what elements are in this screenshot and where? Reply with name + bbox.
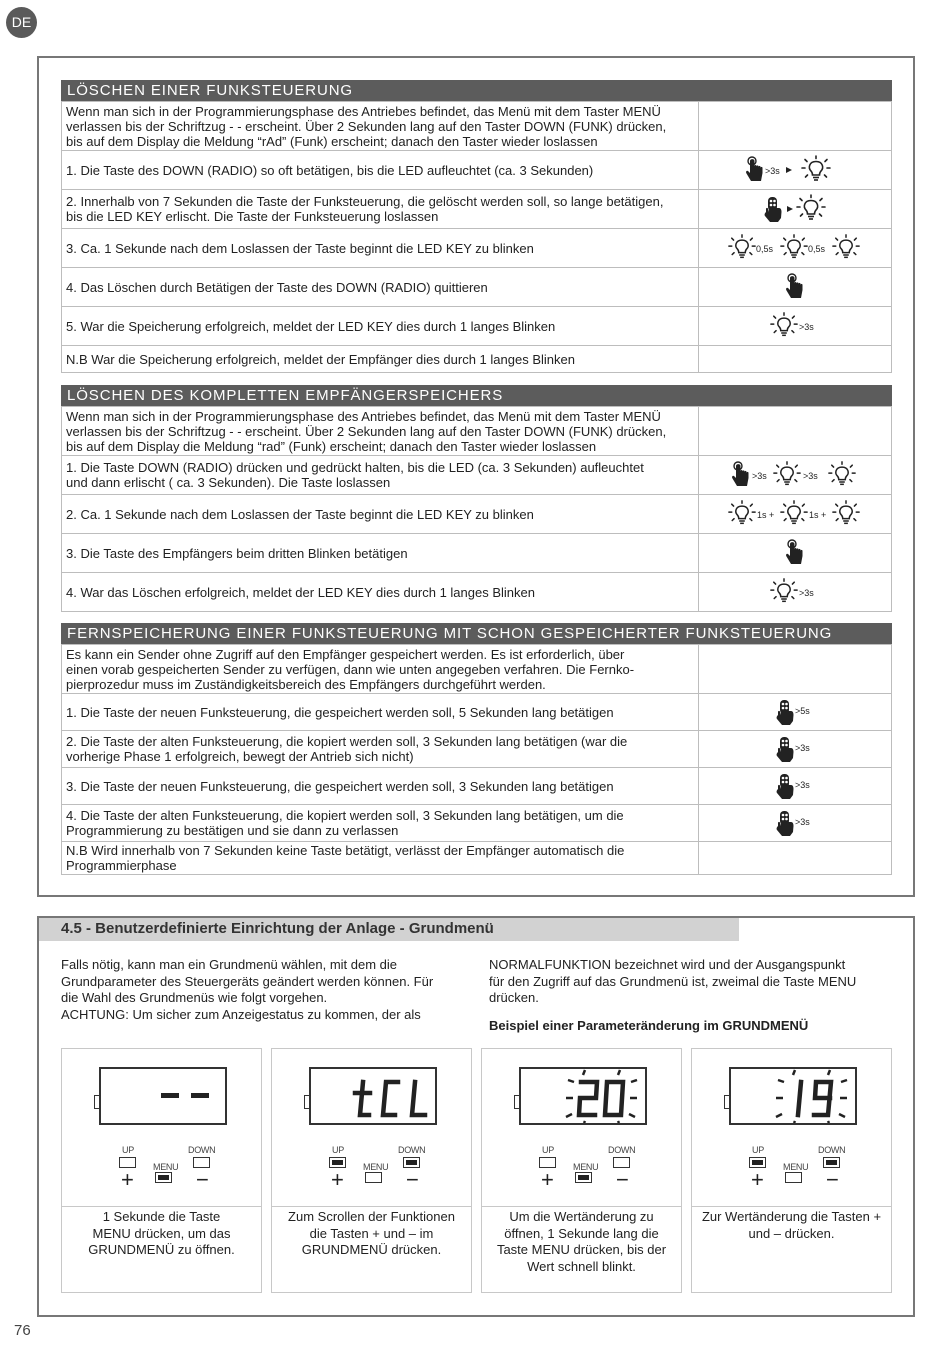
step-text: bis die LED KEY erlischt. Die Taste der Funksteuerung loslassen — [66, 209, 439, 224]
step-text: 4. Das Löschen durch Betätigen der Taste des DOWN (RADIO) quittieren — [66, 279, 488, 295]
intro-cell — [62, 645, 699, 694]
menu-button[interactable] — [575, 1172, 592, 1183]
step-text: 1. Die Taste DOWN (RADIO) drücken und gedrückt halten, bis die LED (ca. 3 Sekunden) aufleuchtet — [66, 460, 644, 475]
remote-then-led-icon — [763, 193, 827, 225]
steps-table — [61, 406, 892, 612]
table-row — [62, 268, 892, 307]
step-text: Programmierung zu bestätigen und sie dann zu verlassen — [66, 823, 399, 838]
steps-table — [61, 644, 892, 875]
step-caption: Zum Scrollen der Funktionen die Tasten + und – im GRUNDMENÜ drücken. — [288, 1209, 455, 1257]
step-caption: Zur Wertänderung die Tasten + und – drücken. — [701, 1209, 882, 1241]
intro-left — [61, 957, 465, 1023]
text-line: verlassen bis der Schriftzug - - erscheint. Über 2 Sekunden lang auf den Taster DOWN (FUNK) drücken, — [66, 423, 667, 439]
remote-press-icon — [775, 808, 815, 838]
step-panel-change-value: UP DOWN MENU + − Zur Wertänderung die Tasten + und – drücken. — [691, 1048, 892, 1293]
lcd-display — [729, 1067, 857, 1125]
icon-cell — [699, 151, 892, 190]
svg-text:>5s: >5s — [795, 706, 810, 716]
svg-text:>3s: >3s — [803, 471, 818, 481]
text-line: NORMALFUNKTION bezeichnet wird und der Ausgangspunkt — [489, 957, 846, 972]
display-20-blinking — [521, 1069, 645, 1123]
step-text: 2. Die Taste der alten Funksteuerung, die kopiert werden soll, 3 Sekunden lang betätigen (war die — [66, 734, 628, 749]
icon-cell — [699, 534, 892, 573]
svg-text:0,5s: 0,5s — [808, 244, 826, 254]
text-line: Grundparameter des Steuergeräts geändert werden können. Für — [61, 973, 434, 989]
table-row — [62, 307, 892, 346]
led-long-blink-icon — [770, 310, 820, 342]
icon-cell — [699, 694, 892, 731]
step-caption: Um die Wertänderung zu öffnen, 1 Sekunde lang die Taste MENU drücken, bis der Wert schnell blinkt. — [496, 1209, 667, 1274]
icon-cell — [699, 407, 892, 456]
icon-cell — [699, 805, 892, 842]
svg-text:>3s: >3s — [752, 471, 767, 481]
step-text: 1. Die Taste des DOWN (RADIO) so oft betätigen, bis die LED aufleuchtet (ca. 3 Sekunden) — [66, 162, 594, 178]
table-row — [62, 573, 892, 612]
text-line: Wenn man sich in der Programmierungsphase des Antriebes befindet, das Menü mit dem Taster MENÜ — [66, 103, 661, 119]
text-line: Falls nötig, kann man ein Grundmenü wählen, mit dem die — [61, 957, 398, 972]
step-text: N.B War die Speicherung erfolgreich, meldet der Empfänger dies durch 1 langes Blinken — [66, 351, 575, 367]
section-title: FERNSPEICHERUNG EINER FUNKSTEUERUNG MIT SCHON GESPEICHERTER FUNKSTEUERUNG — [61, 623, 892, 644]
section-delete-memory — [61, 385, 892, 612]
table-row — [62, 102, 892, 151]
page-number: 76 — [14, 1322, 31, 1339]
display-19-blinking — [731, 1069, 855, 1123]
menu-button[interactable] — [365, 1172, 382, 1183]
table-row — [62, 407, 892, 456]
icon-cell — [699, 731, 892, 768]
text-line: bis auf dem Display die Meldung “rAd” (Funk) erscheint; danach den Taster wieder loslassen — [66, 133, 598, 149]
step-text: 5. War die Speicherung erfolgreich, meldet der LED KEY dies durch 1 langes Blinken — [66, 318, 556, 334]
press-then-led-icon — [745, 154, 845, 186]
svg-text:1s +: 1s + — [757, 510, 775, 520]
table-row — [62, 346, 892, 373]
step-text: und dann erlischt ( ca. 3 Sekunden). Die Taste loslassen — [66, 475, 391, 490]
section-heading: 4.5 - Benutzerdefinierte Einrichtung der Anlage - Grundmenü — [61, 920, 494, 937]
table-row — [62, 694, 892, 731]
icon-cell — [699, 573, 892, 612]
svg-text:>3s: >3s — [799, 588, 814, 598]
table-row — [62, 768, 892, 805]
table-row — [62, 645, 892, 694]
text-line: die Wahl des Grundmenüs wie folgt vorgehen. — [61, 990, 328, 1005]
text-line: einen vorab gespeicherten Sender zu verfügen, dann wie unten angegeben verfahren. Die Fernko- — [66, 661, 635, 677]
section-title: LÖSCHEN DES KOMPLETTEN EMPFÄNGERSPEICHERS — [61, 385, 892, 406]
svg-text:>3s: >3s — [795, 817, 810, 827]
example-title: Beispiel einer Parameteränderung im GRUNDMENÜ — [489, 1018, 809, 1033]
display-tcl — [311, 1069, 435, 1123]
icon-cell — [699, 842, 892, 875]
icon-cell — [699, 495, 892, 534]
intro-cell — [62, 407, 699, 456]
led-blinking-icon — [728, 498, 862, 530]
header-bar-end — [720, 918, 744, 941]
intro-cell — [62, 102, 699, 151]
press-led-on-off-icon — [731, 459, 859, 491]
svg-text:>3s: >3s — [795, 743, 810, 753]
menu-button[interactable] — [155, 1172, 172, 1183]
step-text: N.B Wird innerhalb von 7 Sekunden keine Taste betätigt, verlässt der Empfänger automatisch die — [66, 843, 625, 858]
table-row — [62, 151, 892, 190]
section-header-bar — [39, 918, 739, 941]
step-text: 2. Ca. 1 Sekunde nach dem Loslassen der Taste beginnt die LED KEY zu blinken — [66, 506, 534, 522]
table-row — [62, 456, 892, 495]
step-text: Programmierphase — [66, 858, 177, 873]
led-blinking-icon — [728, 232, 862, 264]
icon-cell — [699, 190, 892, 229]
remote-press-icon — [775, 734, 815, 764]
icon-cell — [699, 307, 892, 346]
led-long-blink-icon — [770, 576, 820, 608]
step-text: 4. Die Taste der alten Funksteuerung, die kopiert werden soll, 3 Sekunden lang betätigen, um die — [66, 808, 624, 823]
display-dashes — [101, 1069, 225, 1123]
icon-cell — [699, 346, 892, 373]
step-text: 4. War das Löschen erfolgreich, meldet der LED KEY dies durch 1 langes Blinken — [66, 584, 535, 600]
menu-button[interactable] — [785, 1172, 802, 1183]
table-row — [62, 805, 892, 842]
svg-text:>3s: >3s — [799, 322, 814, 332]
text-line: Es kann ein Sender ohne Zugriff auf den Empfänger gespeichert werden. Es ist erforderlich, über — [66, 646, 625, 662]
svg-text:>3s: >3s — [765, 166, 780, 176]
text-line: drücken. — [489, 990, 539, 1005]
step-panel-open-menu: UP DOWN MENU + − 1 Sekunde die Taste MENU drücken, um das GRUNDMENÜ zu öffnen. — [61, 1048, 262, 1293]
table-row — [62, 842, 892, 875]
svg-text:>3s: >3s — [795, 780, 810, 790]
steps-table — [61, 101, 892, 373]
step-text: vorherige Phase 1 erfolgreich, bewegt der Antrieb sich nicht) — [66, 749, 414, 764]
text-line: Wenn man sich in der Programmierungsphase des Antriebes befindet, das Menü mit dem Taster MENÜ — [66, 408, 661, 424]
intro-right — [489, 957, 892, 1007]
text-line: verlassen bis der Schriftzug - - erscheint. Über 2 Sekunden lang auf den Taster DOWN (FUNK) drücken, — [66, 118, 667, 134]
svg-text:1s +: 1s + — [809, 510, 827, 520]
icon-cell — [699, 768, 892, 805]
remote-press-icon — [775, 771, 815, 801]
icon-cell — [699, 456, 892, 495]
step-text: 3. Die Taste der neuen Funksteuerung, die gespeichert werden soll, 3 Sekunden lang betätigen — [66, 778, 614, 794]
text-line: pierprozedur muss im Zuständigkeitsbereich des Empfängers durchgeführt werden. — [66, 676, 546, 692]
lcd-display — [519, 1067, 647, 1125]
section-remote-copy — [61, 623, 892, 875]
svg-text:0,5s: 0,5s — [756, 244, 774, 254]
text-line: ACHTUNG: Um sicher zum Anzeigestatus zu kommen, der als — [61, 1006, 421, 1022]
table-row — [62, 534, 892, 573]
remote-press-icon — [775, 697, 815, 727]
icon-cell — [699, 229, 892, 268]
step-text: 2. Innerhalb von 7 Sekunden die Taste der Funksteuerung, die gelöscht werden soll, so lange betätigen, — [66, 194, 664, 209]
table-row — [62, 190, 892, 229]
lcd-display — [309, 1067, 437, 1125]
lcd-display — [99, 1067, 227, 1125]
press-icon — [784, 537, 806, 569]
table-row — [62, 229, 892, 268]
icon-cell — [699, 268, 892, 307]
step-caption: 1 Sekunde die Taste MENU drücken, um das GRUNDMENÜ zu öffnen. — [88, 1209, 235, 1257]
table-row — [62, 731, 892, 768]
language-badge: DE — [6, 7, 37, 38]
table-row — [62, 495, 892, 534]
step-panel-edit-value: UP DOWN MENU + − Um die Wertänderung zu öffnen, 1 Sekunde lang die Taste MENU drücken, bis der Wert schnell blinkt. — [481, 1048, 682, 1293]
section-delete-remote — [61, 80, 892, 373]
text-line: bis auf dem Display die Meldung “rad” (Funk) erscheint; danach den Taster wieder loslassen — [66, 438, 597, 454]
icon-cell — [699, 645, 892, 694]
text-line: für den Zugriff auf das Grundmenü ist, zweimal die Taste MENU — [489, 973, 857, 989]
press-icon — [784, 271, 806, 303]
icon-cell — [699, 102, 892, 151]
section-title: LÖSCHEN EINER FUNKSTEUERUNG — [61, 80, 892, 101]
step-text: 3. Ca. 1 Sekunde nach dem Loslassen der Taste beginnt die LED KEY zu blinken — [66, 240, 534, 256]
step-text: 3. Die Taste des Empfängers beim dritten Blinken betätigen — [66, 545, 408, 561]
step-panel-scroll: UP DOWN MENU + − Zum Scrollen der Funktionen die Tasten + und – im GRUNDMENÜ drücken. — [271, 1048, 472, 1293]
step-text: 1. Die Taste der neuen Funksteuerung, die gespeichert werden soll, 5 Sekunden lang betätigen — [66, 704, 614, 720]
